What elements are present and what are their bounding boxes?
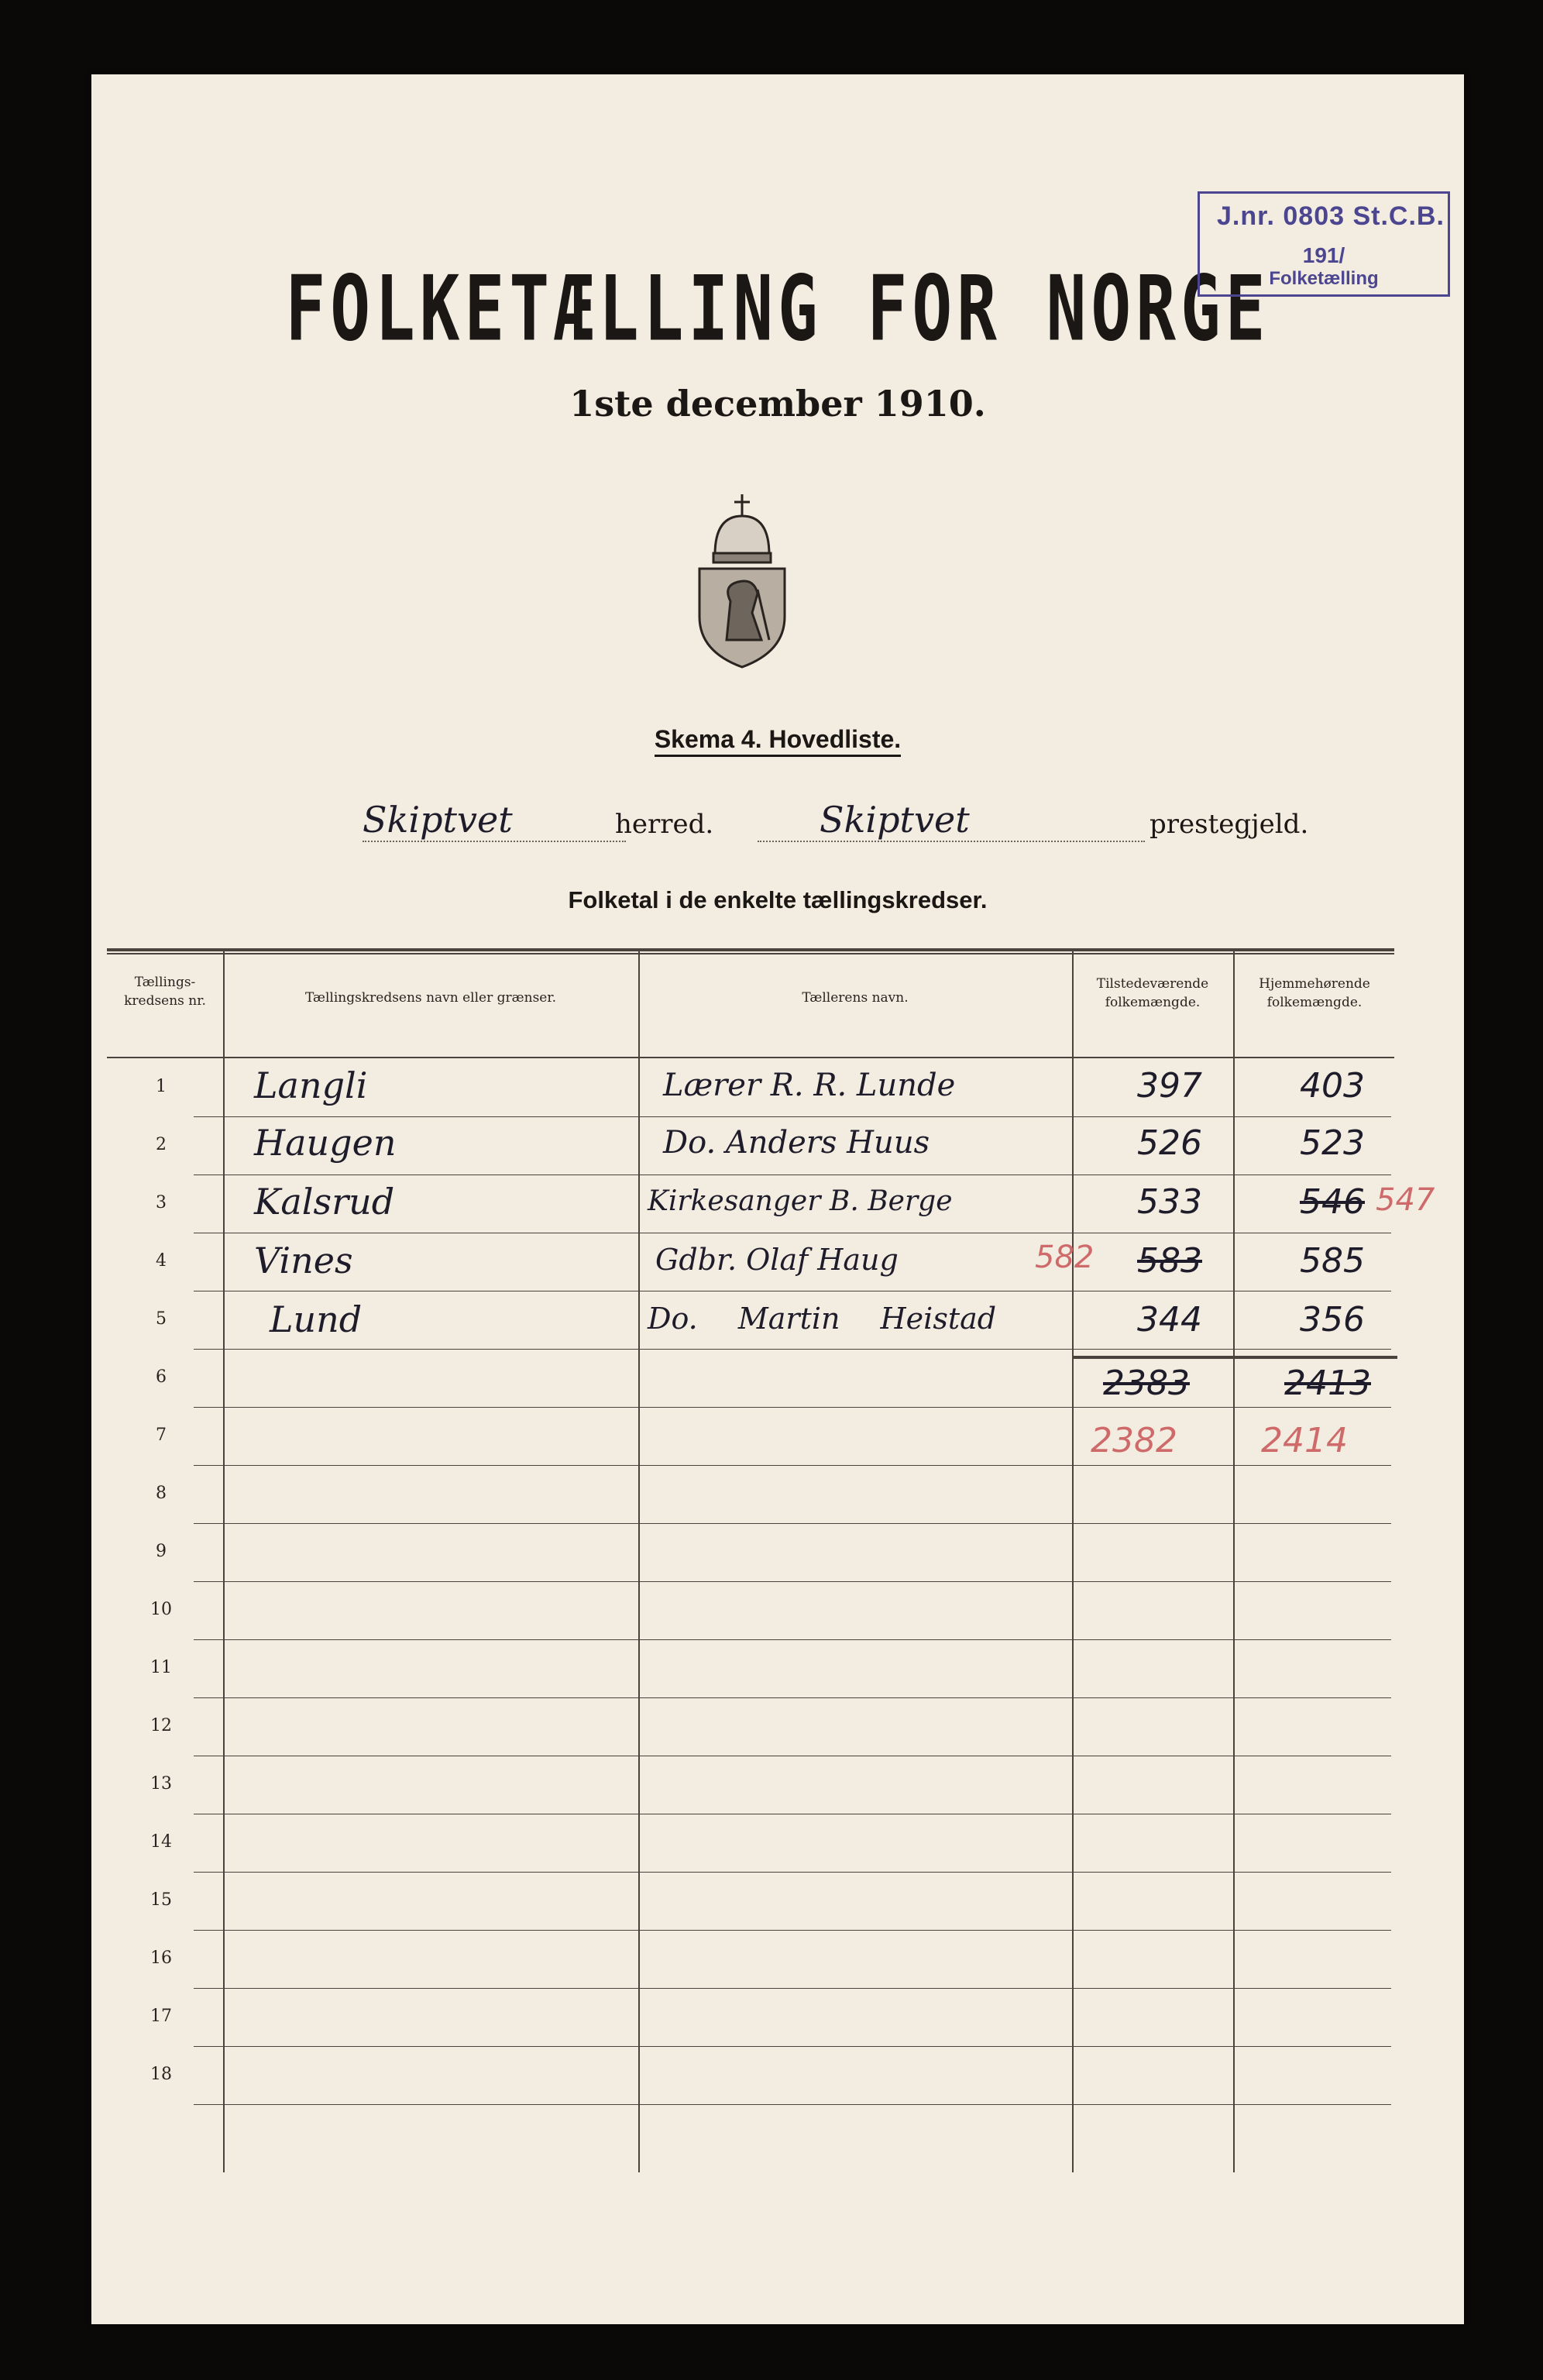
column-divider bbox=[1072, 948, 1074, 2172]
row-rule bbox=[194, 1349, 1391, 1350]
row-number: 10 bbox=[150, 1600, 172, 1619]
row-rule bbox=[194, 2104, 1391, 2105]
row-number: 16 bbox=[150, 1948, 172, 1968]
row-number: 5 bbox=[156, 1309, 167, 1329]
row-number: 2 bbox=[156, 1135, 167, 1154]
column-divider bbox=[1233, 948, 1235, 2172]
row2-navn: Haugen bbox=[254, 1122, 397, 1164]
sum-rule bbox=[1072, 1356, 1397, 1359]
row2-teller: Do. Anders Huus bbox=[663, 1125, 930, 1161]
header-bottom-rule bbox=[107, 1057, 1394, 1058]
total-hjemme: 2413 bbox=[1284, 1364, 1371, 1403]
column-header-nr: Tællings-kredsens nr. bbox=[124, 975, 206, 1009]
row3-navn: Kalsrud bbox=[254, 1181, 395, 1223]
row-rule bbox=[194, 2046, 1391, 2047]
row-number: 13 bbox=[150, 1774, 172, 1794]
row-number: 4 bbox=[156, 1251, 167, 1271]
row1-navn: Langli bbox=[254, 1064, 368, 1106]
census-table bbox=[91, 74, 1464, 2324]
row-rule bbox=[194, 1523, 1391, 1524]
row4-teller: Gdbr. Olaf Haug bbox=[655, 1243, 899, 1277]
stamp-journal-number: J.nr. 0803 St.C.B. bbox=[1217, 201, 1445, 231]
row1-teller: Lærer R. R. Lunde bbox=[663, 1068, 956, 1103]
row3-hjemme: 546 bbox=[1300, 1182, 1365, 1222]
column-header-hjemme: Hjemmehørende folkemængde. bbox=[1259, 976, 1370, 1010]
schema-label: Skema 4. Hovedliste. bbox=[91, 725, 1464, 754]
row5-tilstede: 344 bbox=[1137, 1300, 1202, 1340]
corrected-total-tilstede: 2382 bbox=[1091, 1421, 1177, 1460]
row-number: 9 bbox=[156, 1542, 167, 1561]
row-number: 14 bbox=[150, 1832, 172, 1852]
total-tilstede: 2383 bbox=[1103, 1364, 1190, 1403]
form-title: FOLKETÆLLING FOR NORGE bbox=[285, 257, 1270, 362]
row-rule bbox=[194, 1872, 1391, 1873]
table-heading: Folketal i de enkelte tællingskredser. bbox=[568, 886, 988, 913]
corrected-total-hjemme: 2414 bbox=[1261, 1421, 1348, 1460]
row-number: 8 bbox=[156, 1484, 167, 1503]
prestegjeld-label: prestegjeld. bbox=[1150, 809, 1309, 840]
row4-hjemme: 585 bbox=[1300, 1241, 1365, 1281]
column-divider bbox=[223, 948, 225, 2172]
row1-hjemme: 403 bbox=[1300, 1066, 1365, 1106]
row-number: 1 bbox=[156, 1077, 167, 1096]
row5-hjemme: 356 bbox=[1300, 1300, 1365, 1340]
row3-hjemme-correction: 547 bbox=[1376, 1182, 1435, 1218]
prestegjeld-field: Skiptvet bbox=[758, 799, 1145, 842]
herred-label: herred. bbox=[615, 809, 714, 840]
column-header-tilstede: Tilstedeværende folkemængde. bbox=[1096, 976, 1209, 1010]
row5-navn: Lund bbox=[270, 1298, 363, 1340]
row-rule bbox=[194, 1407, 1391, 1408]
row2-hjemme: 523 bbox=[1300, 1123, 1365, 1163]
stamp-year: 191/ bbox=[1302, 243, 1345, 267]
table-top-rule bbox=[107, 948, 1394, 951]
stamp-label: Folketælling bbox=[1269, 268, 1379, 289]
column-header-teller: Tællerens navn. bbox=[802, 990, 909, 1006]
census-form bbox=[91, 74, 1464, 2324]
row-rule bbox=[194, 1988, 1391, 1989]
row4-navn: Vines bbox=[254, 1240, 353, 1281]
row-rule bbox=[194, 1116, 1391, 1117]
row-rule bbox=[194, 1581, 1391, 1582]
row4-tilstede-correction: 582 bbox=[1035, 1240, 1095, 1275]
column-divider bbox=[638, 948, 640, 2172]
row1-tilstede: 397 bbox=[1137, 1066, 1202, 1106]
row-rule bbox=[194, 1697, 1391, 1698]
herred-field: Skiptvet bbox=[363, 799, 626, 842]
row-number: 11 bbox=[150, 1658, 172, 1677]
column-header-navn: Tællingskredsens navn eller grænser. bbox=[304, 990, 557, 1006]
row4-tilstede: 583 bbox=[1137, 1241, 1202, 1281]
row-number: 3 bbox=[156, 1193, 167, 1212]
row-rule bbox=[194, 1639, 1391, 1640]
row3-teller: Kirkesanger B. Berge bbox=[648, 1185, 953, 1217]
row5-teller: Do. Martin Heistad bbox=[648, 1302, 997, 1336]
row-rule bbox=[194, 1930, 1391, 1931]
row-number: 6 bbox=[156, 1367, 167, 1387]
row-rule bbox=[194, 1465, 1391, 1466]
row-number: 17 bbox=[150, 2007, 172, 2026]
form-date: 1ste december 1910. bbox=[569, 383, 986, 425]
row2-tilstede: 526 bbox=[1137, 1123, 1202, 1163]
table-top-rule-thin bbox=[107, 953, 1394, 954]
row-number: 18 bbox=[150, 2065, 172, 2084]
row3-tilstede: 533 bbox=[1137, 1182, 1202, 1222]
row-number: 7 bbox=[156, 1426, 167, 1445]
row-number: 12 bbox=[150, 1716, 172, 1735]
row-number: 15 bbox=[150, 1890, 172, 1910]
